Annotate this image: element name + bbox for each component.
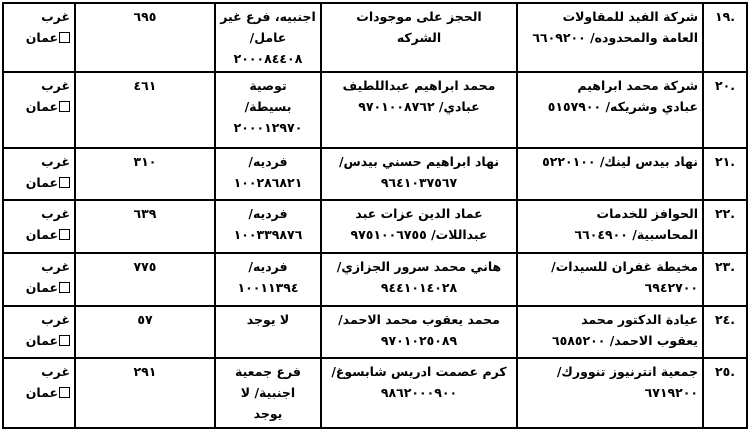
entity-type: فرديه/ ١٠٠٣٣٩٨٧٦ [215,200,321,253]
region-line-1: غرب [41,78,70,93]
entity-type: توصية بسيطة/ ٢٠٠٠١٢٩٧٠ [215,72,321,148]
region [3,3,75,72]
checkbox-icon[interactable] [59,177,70,188]
entity-type: لا يوجد [215,306,321,358]
table-row [3,253,747,306]
checkbox-icon[interactable] [59,32,70,43]
table-row [3,200,747,253]
row-number: .٢٠ [703,72,747,148]
table-row [3,3,747,72]
checkbox-icon[interactable] [59,387,70,398]
region-line-1: غرب [41,9,70,24]
region-line-2: عمان [8,330,70,351]
region [3,358,75,428]
checkbox-icon[interactable] [59,101,70,112]
records-table-body [3,3,747,428]
row-number: .٢٢ [703,200,747,253]
count-value: ٦٣٩ [75,200,215,253]
count-value: ٥٧ [75,306,215,358]
owner-name: عماد الدين عزات عبد عبداللات/ ٩٧٥١٠٠٦٧٥٥ [321,200,517,253]
region-line-1: غرب [41,206,70,221]
row-number: .٢٤ [703,306,747,358]
row-number: .٢٣ [703,253,747,306]
count-value: ٤٦١ [75,72,215,148]
owner-name: كرم عصمت ادريس شابسوغ/ ٩٨٦٢٠٠٠٩٠٠ [321,358,517,428]
region-line-2: عمان [8,382,70,403]
region-line-2: عمان [8,27,70,48]
checkbox-icon[interactable] [59,335,70,346]
region [3,253,75,306]
owner-name: الحجز على موجودات الشركه [321,3,517,72]
region-line-2: عمان [8,224,70,245]
owner-name: محمد يعقوب محمد الاحمد/ ٩٧٠١٠٢٥٠٨٩ [321,306,517,358]
entity-type: اجنبيه، فرع غير عامل/ ٢٠٠٠٨٤٤٠٨ [215,3,321,72]
region-line-1: غرب [41,154,70,169]
region [3,148,75,200]
region [3,306,75,358]
owner-name: هاني محمد سرور الجزازي/ ٩٤٤١٠١٤٠٢٨ [321,253,517,306]
region-line-2: عمان [8,277,70,298]
table-row [3,358,747,428]
entity-type: فرديه/ ١٠٠٢٨٦٨٢١ [215,148,321,200]
count-value: ٦٩٥ [75,3,215,72]
company-name: شركة محمد ابراهيم عبادي وشريكه/ ٥١٥٧٩٠٠ [517,72,703,148]
checkbox-icon[interactable] [59,229,70,240]
table-row [3,148,747,200]
records-table [2,2,748,429]
entity-type: فرع جمعية اجنبية/ لا يوجد [215,358,321,428]
company-name: جمعية انترنيوز تنوورك/ ٦٧١٩٢٠٠ [517,358,703,428]
table-row [3,72,747,148]
checkbox-icon[interactable] [59,282,70,293]
company-name: مخيطة غفران للسيدات/ ٦٩٤٢٧٠٠ [517,253,703,306]
company-name: الحوافز للخدمات المحاسبية/ ٦٦٠٤٩٠٠ [517,200,703,253]
company-name: عيادة الدكتور محمد يعقوب الاحمد/ ٦٥٨٥٢٠٠ [517,306,703,358]
owner-name: نهاد ابراهيم حسني بيدس/ ٩٦٤١٠٣٧٥٦٧ [321,148,517,200]
row-number: .١٩ [703,3,747,72]
row-number: .٢٥ [703,358,747,428]
count-value: ٧٧٥ [75,253,215,306]
region-line-2: عمان [8,96,70,117]
region [3,72,75,148]
region [3,200,75,253]
count-value: ٣١٠ [75,148,215,200]
owner-name: محمد ابراهيم عبداللطيف عبادي/ ٩٧٠١٠٠٨٧٦٢ [321,72,517,148]
region-line-1: غرب [41,364,70,379]
region-line-2: عمان [8,172,70,193]
company-name: نهاد بيدس لينك/ ٥٢٢٠١٠٠ [517,148,703,200]
count-value: ٢٩١ [75,358,215,428]
table-row [3,306,747,358]
region-line-1: غرب [41,312,70,327]
company-name: شركة الفيد للمقاولات العامة والمحدوده/ ٦٦٠٩٢٠٠ [517,3,703,72]
row-number: .٢١ [703,148,747,200]
region-line-1: غرب [41,259,70,274]
entity-type: فرديه/ ١٠٠١١٣٩٤ [215,253,321,306]
